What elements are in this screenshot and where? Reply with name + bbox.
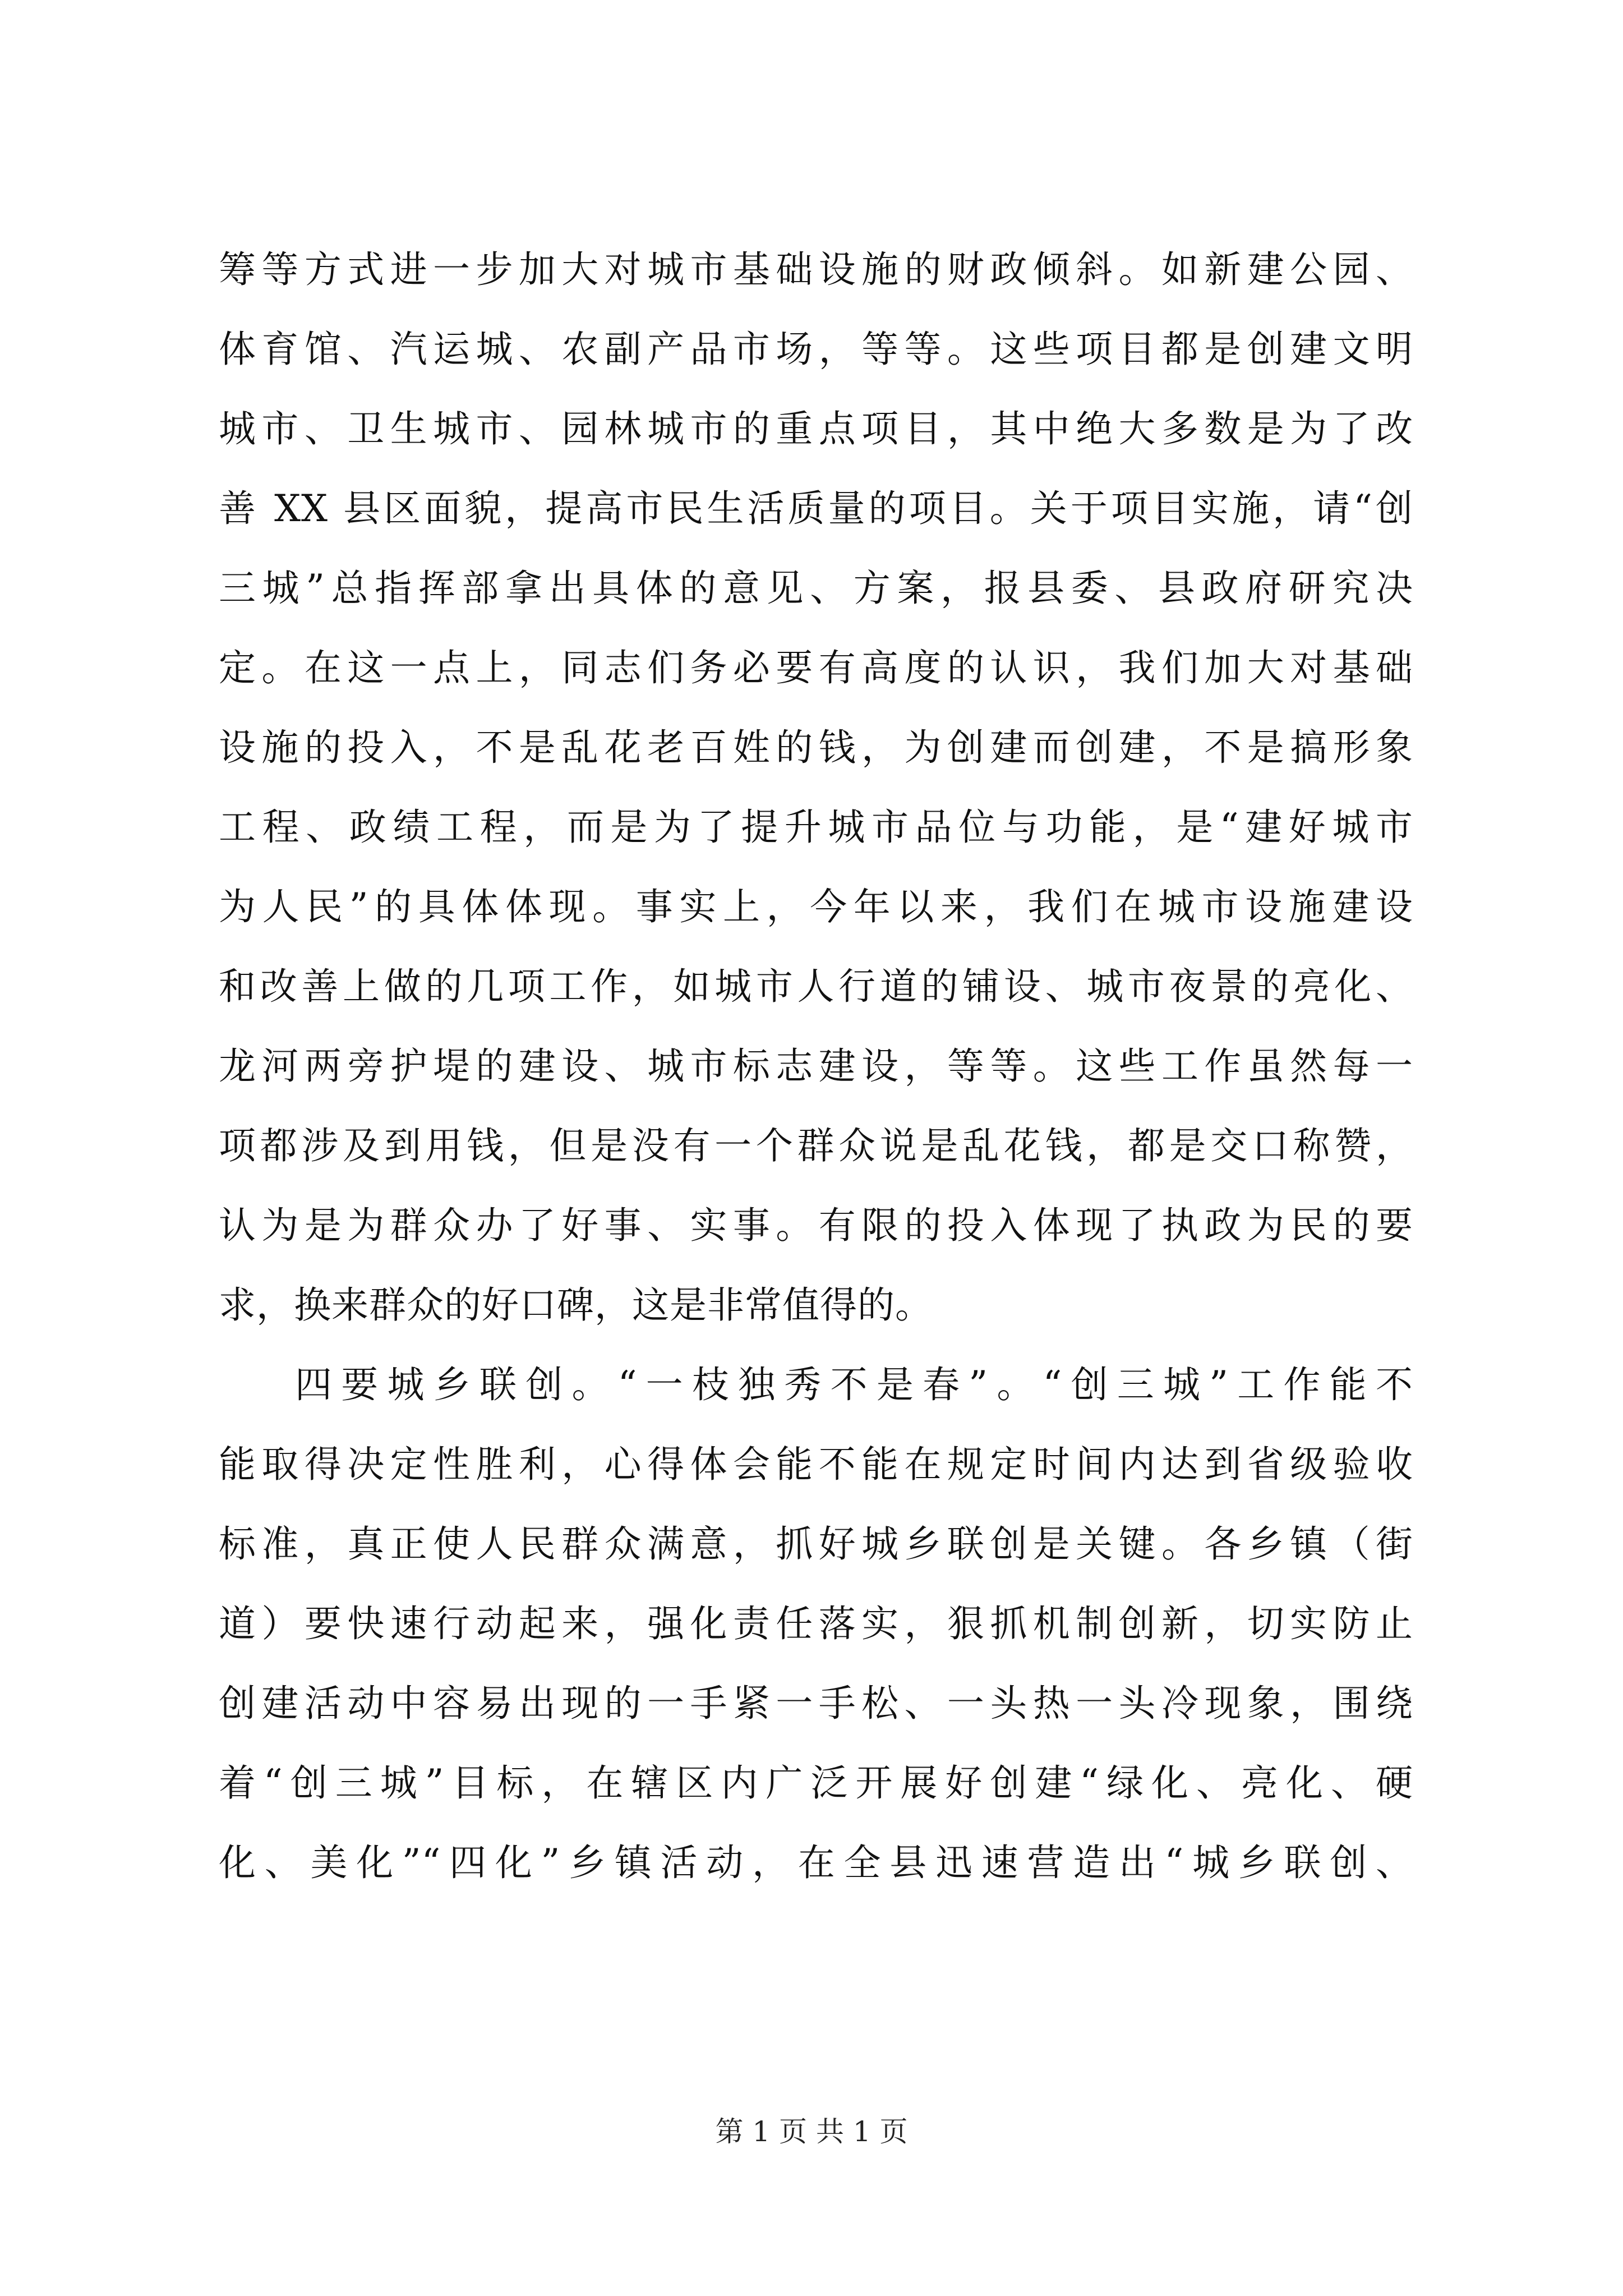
text-line: 道）要快速行动起来，强化责任落实，狠抓机制创新，切实防止 (219, 1602, 1413, 1645)
text-line: 工程、政绩工程，而是为了提升城市品位与功能，是“建好城市 (219, 806, 1413, 849)
text-line: 能取得决定性胜利，心得体会能不能在规定时间内达到省级验收 (219, 1443, 1413, 1486)
text-line: 四要城乡联创。“一枝独秀不是春”。“创三城”工作能不 (295, 1363, 1413, 1406)
text-line: 三城”总指挥部拿出具体的意见、方案，报县委、县政府研究决 (219, 567, 1413, 610)
text-line: 体育馆、汽运城、农副产品市场，等等。这些项目都是创建文明 (219, 328, 1413, 371)
text-line: 为人民”的具体体现。事实上，今年以来，我们在城市设施建设 (219, 885, 1413, 928)
text-line: 求，换来群众的好口碑，这是非常值得的。 (219, 1283, 933, 1327)
text-line: 化、美化”“四化”乡镇活动，在全县迅速营造出“城乡联创、 (219, 1841, 1413, 1884)
text-line: 创建活动中容易出现的一手紧一手松、一头热一头冷现象，围绕 (219, 1682, 1413, 1725)
text-line: 标准，真正使人民群众满意，抓好城乡联创是关键。各乡镇（街 (219, 1522, 1413, 1566)
text-line: 定。在这一点上，同志们务必要有高度的认识，我们加大对基础 (219, 646, 1413, 689)
text-line: 龙河两旁护堤的建设、城市标志建设，等等。这些工作虽然每一 (219, 1045, 1413, 1088)
text-line: 着“创三城”目标，在辖区内广泛开展好创建“绿化、亮化、硬 (219, 1761, 1413, 1805)
text-line: 筹等方式进一步加大对城市基础设施的财政倾斜。如新建公园、 (219, 248, 1413, 291)
text-line: 认为是为群众办了好事、实事。有限的投入体现了执政为民的要 (219, 1204, 1413, 1247)
text-line: 设施的投入，不是乱花老百姓的钱，为创建而创建，不是搞形象 (219, 726, 1413, 769)
text-line: 善 XX 县区面貌，提高市民生活质量的项目。关于项目实施，请“创 (219, 487, 1413, 530)
document-body (219, 230, 1413, 1903)
text-line: 城市、卫生城市、园林城市的重点项目，其中绝大多数是为了改 (219, 407, 1413, 450)
page-footer: 第 1 页 共 1 页 (715, 2115, 908, 2148)
text-line: 和改善上做的几项工作，如城市人行道的铺设、城市夜景的亮化、 (219, 965, 1413, 1008)
text-line: 项都涉及到用钱，但是没有一个群众说是乱花钱，都是交口称赞， (219, 1124, 1413, 1167)
